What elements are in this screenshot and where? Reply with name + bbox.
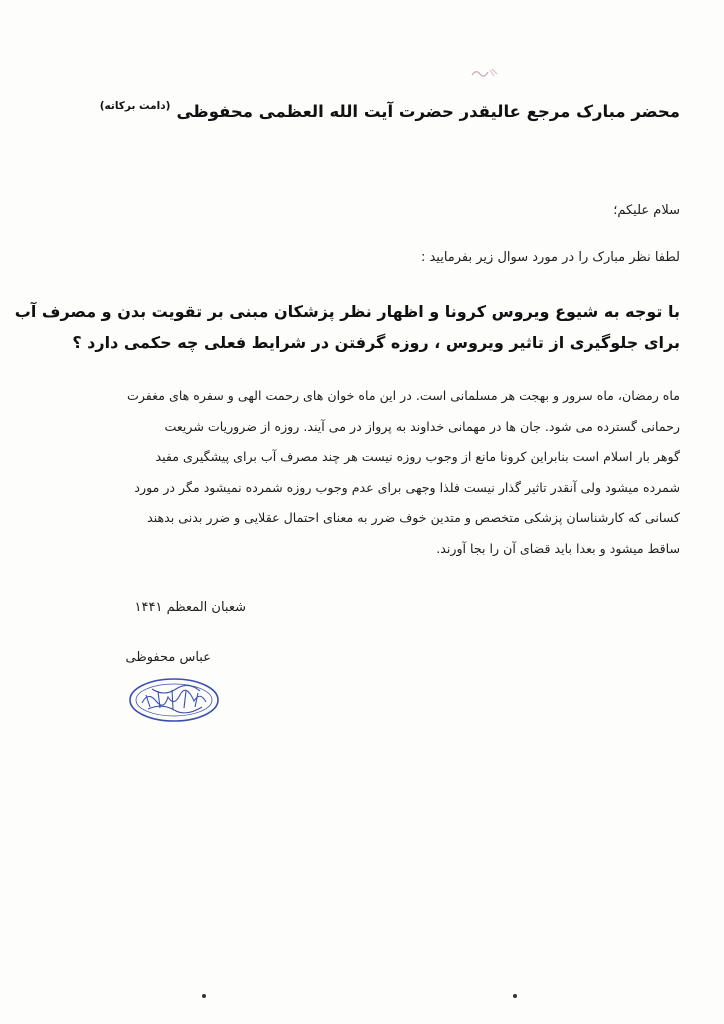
answer-paragraph bbox=[30, 381, 680, 564]
answer-line: شمرده میشود ولی آنقدر تاثیر گذار نیست فلذا وجهی برای عدم وجوب روزه شمرده نمیشود مگر در مورد bbox=[134, 479, 680, 495]
answer-line: ماه رمضان، ماه سرور و بهجت هر مسلمانی است. در این ماه خوان های رحمت الهی و سفره های مغفرت bbox=[126, 388, 680, 403]
answer-line: ساقط میشود و بعدا باید قضای آن را بجا آورند. bbox=[436, 540, 680, 556]
pen-mark bbox=[470, 66, 500, 80]
question-block bbox=[14, 296, 680, 358]
heading-text: محضر مبارک مرجع عالیقدر حضرت آیت الله العظمی محفوظی bbox=[176, 102, 680, 121]
question-line: با توجه به شیوع ویروس کرونا و اظهار نظر پزشکان مبنی بر تقویت بدن و مصرف آب bbox=[14, 302, 680, 321]
answer-line: گوهر بار اسلام است بنابراین کرونا مانع از وجوب روزه نیست هر چند مصرف آب برای پیشگیری مفید bbox=[155, 449, 680, 464]
letter-heading bbox=[100, 100, 680, 121]
seal-stamp bbox=[128, 677, 220, 723]
letter-date: شعبان المعظم ۱۴۴۱ bbox=[134, 600, 246, 615]
request-line: لطفا نظر مبارک را در مورد سوال زیر بفرمایید : bbox=[420, 250, 680, 265]
heading-honorific: (دامت برکاته) bbox=[99, 100, 171, 112]
answer-line: کسانی که کارشناسان پزشکی متخصص و متدین خوف ضرر به معنای احتمال عقلایی و ضرر بدنی بدهند bbox=[147, 510, 680, 525]
question-line: برای جلوگیری از تاثیر ویروس ، روزه گرفتن در شرایط فعلی چه حکمی دارد ؟ bbox=[72, 333, 680, 352]
signer-name: عباس محفوظی bbox=[125, 650, 211, 665]
greeting: سلام علیکم؛ bbox=[613, 203, 680, 218]
answer-line: رحمانی گسترده می شود. جان ها در مهمانی خداوند به پرواز در می آیند. روزه از ضروریات شریعت bbox=[164, 418, 680, 434]
paper-speck bbox=[513, 994, 517, 998]
paper-speck bbox=[202, 994, 206, 998]
